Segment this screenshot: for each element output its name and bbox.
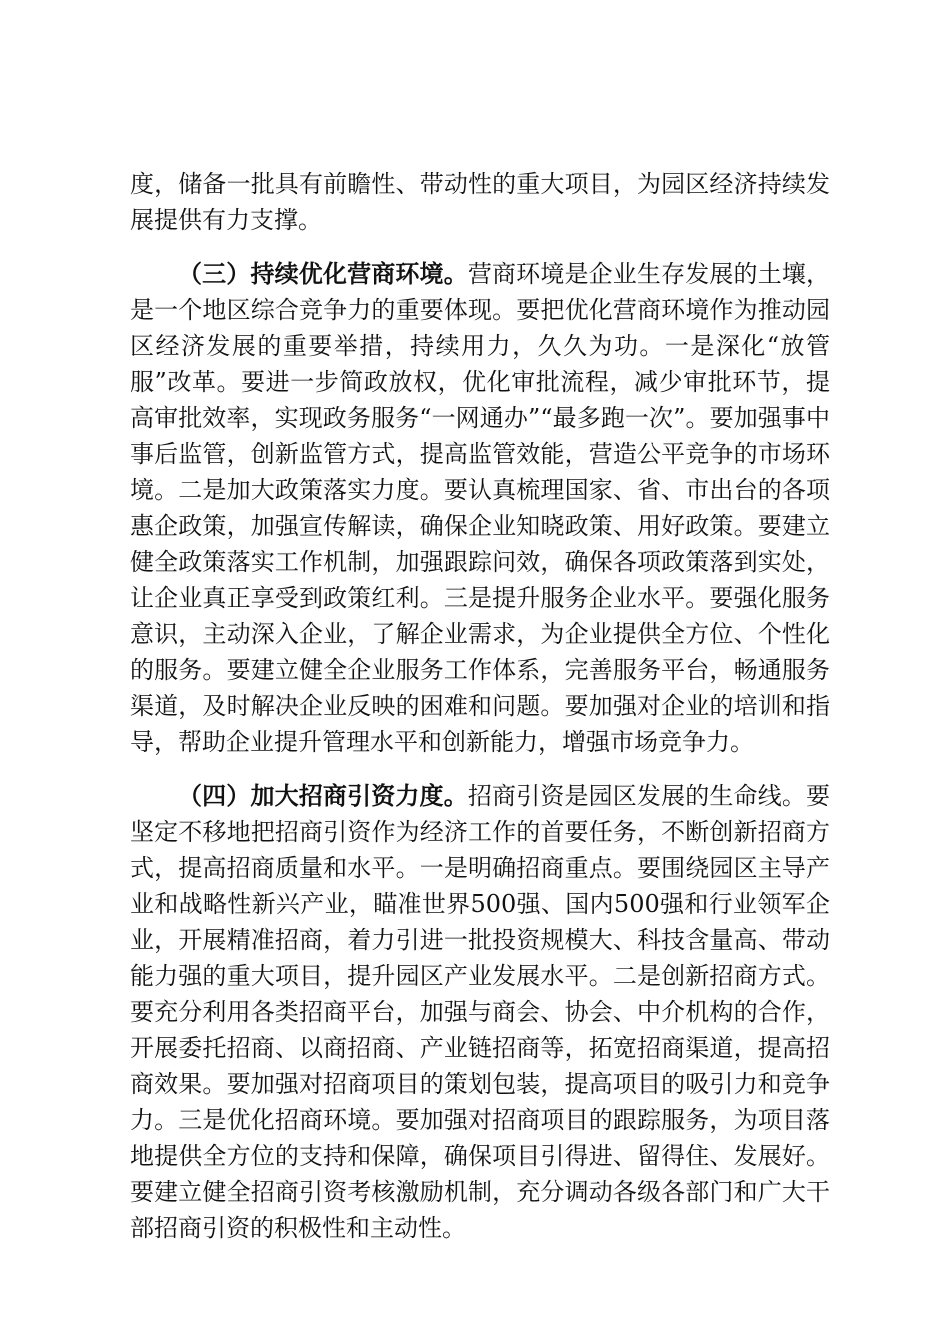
paragraph-text: 度，储备一批具有前瞻性、带动性的重大项目，为园区经济持续发展提供有力支撑。 [130, 170, 830, 234]
section-business-environment [130, 256, 830, 760]
document-page [130, 166, 830, 1264]
section-investment-attraction [130, 778, 830, 1246]
paragraph-text: 营商环境是企业生存发展的土壤，是一个地区综合竞争力的重要体现。要把优化营商环境作为推动园区经济发展的重要举措，持续用力，久久为功。一是深化“放管服”改革。要进一步简政放权，优化审批流程，减少审批环节，提高审批效率，实现政务服务“一网通办”“最多跑一次”。要加强事中事后监管，创新监管方式，提高监管效能，营造公平竞争的市场环境。二是加大政策落实力度。要认真梳理国家、省、市出台的各项惠企政策，加强宣传解读，确保企业知晓政策、用好政策。要建立健全政策落实工作机制，加强跟踪问效，确保各项政策落到实处，让企业真正享受到政策红利。三是提升服务企业水平。要强化服务意识，主动深入企业，了解企业需求，为企业提供全方位、个性化的服务。要建立健全企业服务工作体系，完善服务平台，畅通服务渠道，及时解决企业反映的困难和问题。要加强对企业的培训和指导，帮助企业提升管理水平和创新能力，增强市场竞争力。 [130, 260, 831, 756]
paragraph-text: 招商引资是园区发展的生命线。要坚定不移地把招商引资作为经济工作的首要任务，不断创新招商方式，提高招商质量和水平。一是明确招商重点。要围绕园区主导产业和战略性新兴产业，瞄准世界500强、国内500强和行业领军企业，开展精准招商，着力引进一批投资规模大、科技含量高、带动能力强的重大项目，提升园区产业发展水平。二是创新招商方式。要充分利用各类招商平台，加强与商会、协会、中介机构的合作，开展委托招商、以商招商、产业链招商等，拓宽招商渠道，提高招商效果。要加强对招商项目的策划包装，提高项目的吸引力和竞争力。三是优化招商环境。要加强对招商项目的跟踪服务，为项目落地提供全方位的支持和保障，确保项目引得进、留得住、发展好。要建立健全招商引资考核激励机制，充分调动各级各部门和广大干部招商引资的积极性和主动性。 [130, 782, 831, 1242]
section-heading: （四）加大招商引资力度。 [178, 782, 468, 810]
section-heading: （三）持续优化营商环境。 [178, 260, 468, 288]
paragraph-continuation [130, 166, 830, 238]
